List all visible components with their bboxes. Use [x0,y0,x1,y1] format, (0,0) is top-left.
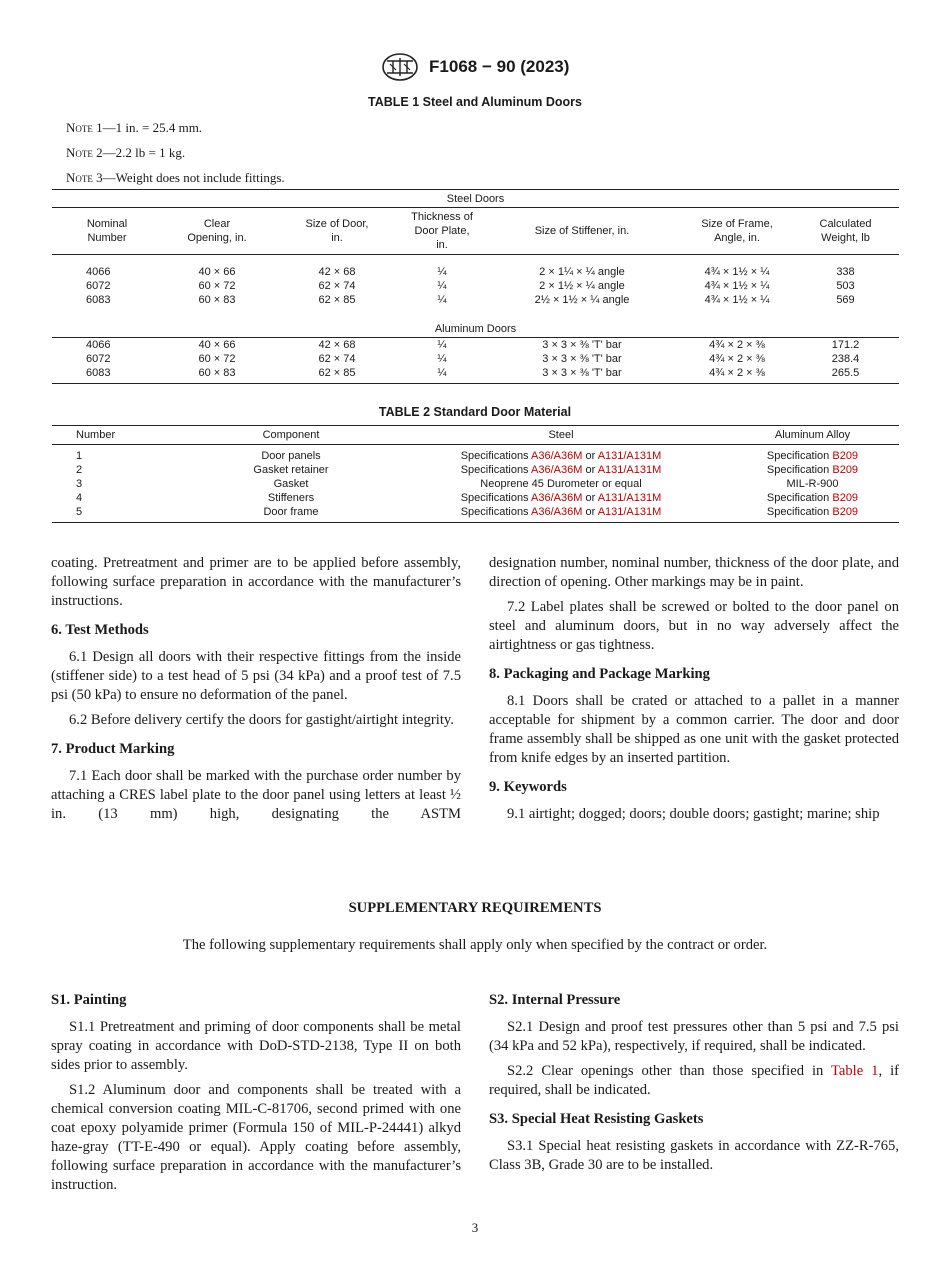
table-row: 2 Gasket retainer Specifications A36/A36M or A131/A131M Specification B209 [76,464,859,476]
ref-link-a36[interactable]: A36/A36M [531,450,583,462]
paragraph-s1-2: S1.2 Aluminum door and components shall be treated with a chemical conversion coating MIL-C-81706, second primed with one coat epoxy polyamide primer (Formula 150 of MIL-P-24441) alkyd haze-gray (TT-E-490 or equal). Apply coating before assembly, following surface preparation in accordance with the manufacturer’s instruction. [51,1082,461,1193]
col-header-component: Component [186,426,396,445]
paragraph-8-1: 8.1 Doors shall be crated or attached to a pallet in a manner acceptable for shipment by a common carrier. The door and door frame assembly shall be shipped as one unit with the gasket protected from knife edges by an inserted partition. [489,693,899,766]
ref-link-a131[interactable]: A131/A131M [597,506,662,518]
ref-link-a131[interactable]: A131/A131M [597,464,662,476]
paragraph: designation number, nominal number, thickness of the door plate, and direction of opening. Other markings may be in paint. [489,555,899,590]
document-header [0,52,950,82]
col-header-weight: Calculated Weight, lb [792,208,899,255]
table1-note-3: Note 3—Weight does not include fittings. [66,170,285,185]
section-heading-6: 6. Test Methods [51,622,149,638]
col-header-plate-thickness: Thickness of Door Plate, in. [402,208,482,255]
col-header-nominal: Nominal Number [52,208,162,255]
section-heading-s3: S3. Special Heat Resisting Gaskets [489,1111,704,1127]
table1-group-steel: Steel Doors [52,190,899,208]
table1-group-aluminum: Aluminum Doors [52,317,899,338]
col-header-door-size: Size of Door, in. [272,208,402,255]
table-row: 6072 60 × 72 62 × 74 ¼ 2 × 1½ × ¼ angle 4¾ × 1½ × ¼ 503 [86,280,855,292]
section-heading-9: 9. Keywords [489,779,567,795]
ref-link-a131[interactable]: A131/A131M [597,450,662,462]
section-heading-s1: S1. Painting [51,992,127,1008]
table1-link[interactable]: Table 1 [831,1063,879,1079]
table1-steel-aluminum-doors [52,189,899,384]
table-row: 5 Door frame Specifications A36/A36M or A131/A131M Specification B209 [76,506,859,518]
table-row: 4 Stiffeners Specifications A36/A36M or A131/A131M Specification B209 [76,492,859,504]
table1-note-2: Note 2—2.2 lb = 1 kg. [66,145,186,160]
table-row: 6083 60 × 83 62 × 85 ¼ 3 × 3 × ⅜ 'T' bar 4¾ × 2 × ⅜ 265.5 [86,367,860,379]
ref-link-b209[interactable]: B209 [832,464,859,476]
standard-designation: F1068 − 90 (2023) [429,57,570,76]
table-row: 6072 60 × 72 62 × 74 ¼ 3 × 3 × ⅜ 'T' bar 4¾ × 2 × ⅜ 238.4 [86,353,860,365]
col-header-number: Number [52,426,186,445]
body-right-column [489,554,899,830]
page-number: 3 [471,1220,479,1235]
table2-header-row [52,426,899,445]
table-row: 3 Gasket Neoprene 45 Durometer or equal MIL-R-900 [76,478,839,490]
table2-standard-door-material [52,425,899,523]
ref-link-b209[interactable]: B209 [832,492,859,504]
paragraph-6-2: 6.2 Before delivery certify the doors for gastight/airtight integrity. [69,712,454,728]
col-header-steel: Steel [396,426,726,445]
table-row: 4066 40 × 66 42 × 68 ¼ 2 × 1¼ × ¼ angle 4¾ × 1½ × ¼ 338 [86,266,855,278]
table-row: 6083 60 × 83 62 × 85 ¼ 2½ × 1½ × ¼ angle 4¾ × 1½ × ¼ 569 [86,294,855,306]
paragraph: coating. Pretreatment and primer are to be applied before assembly, following surface preparation in accordance with the manufacturer’s instructions. [51,555,461,609]
ref-link-a36[interactable]: A36/A36M [531,492,583,504]
col-header-stiffener: Size of Stiffener, in. [482,208,682,255]
ref-link-a36[interactable]: A36/A36M [531,464,583,476]
table-row: 4066 40 × 66 42 × 68 ¼ 3 × 3 × ⅜ 'T' bar 4¾ × 2 × ⅜ 171.2 [86,339,860,351]
paragraph-s3-1: S3.1 Special heat resisting gaskets in accordance with ZZ-R-765, Class 3B, Grade 30 are to be installed. [489,1138,899,1173]
ref-link-b209[interactable]: B209 [832,450,859,462]
ref-link-b209[interactable]: B209 [832,506,859,518]
table1-note-1: Note 1—1 in. = 25.4 mm. [66,120,203,135]
table2-title: TABLE 2 Standard Door Material [378,405,572,419]
ref-link-a131[interactable]: A131/A131M [597,492,662,504]
astm-logo-icon [381,52,419,82]
paragraph-6-1: 6.1 Design all doors with their respective fittings from the inside (stiffener side) to a test head of 5 psi (34 kPa) and a proof test of 7.5 psi (50 kPa) to ensure no deformation of the panel. [51,649,461,703]
body-left-column [51,554,461,830]
section-heading-8: 8. Packaging and Package Marking [489,666,710,682]
supplementary-right-column [489,983,899,1181]
supplementary-intro: The following supplementary requirements shall apply only when specified by the contract or order. [182,937,768,953]
col-header-frame: Size of Frame, Angle, in. [682,208,792,255]
paragraph-s2-2: S2.2 Clear openings other than those specified in Table 1, if required, shall be indicated. [489,1063,899,1098]
supplementary-title: SUPPLEMENTARY REQUIREMENTS [348,900,602,916]
section-heading-7: 7. Product Marking [51,741,175,757]
paragraph-9-1: 9.1 airtight; dogged; doors; double doors; gastight; marine; ship [507,806,880,822]
paragraph-s2-1: S2.1 Design and proof test pressures other than 5 psi and 7.5 psi (34 kPa and 52 kPa), respectively, if required, shall be indicated. [489,1019,899,1054]
section-heading-s2: S2. Internal Pressure [489,992,621,1008]
col-header-aluminum: Aluminum Alloy [726,426,899,445]
supplementary-left-column [51,983,461,1201]
paragraph-7-2: 7.2 Label plates shall be screwed or bolted to the door panel on steel and aluminum doors, but in no way adversely affect the airtightness or gas tightness. [489,599,899,653]
table1-header-row [52,208,899,255]
paragraph-7-1: 7.1 Each door shall be marked with the purchase order number by attaching a CRES label plate to the door panel using letters at least ½ in. (13 mm) high, designating the ASTM [51,768,461,822]
table1-title: TABLE 1 Steel and Aluminum Doors [368,95,582,109]
ref-link-a36[interactable]: A36/A36M [531,506,583,518]
col-header-clear-opening: Clear Opening, in. [162,208,272,255]
table-row: 1 Door panels Specifications A36/A36M or A131/A131M Specification B209 [76,450,859,462]
paragraph-s1-1: S1.1 Pretreatment and priming of door components shall be metal spray coating in accordance with DoD-STD-2138, Type II on both sides prior to assembly. [51,1019,461,1073]
